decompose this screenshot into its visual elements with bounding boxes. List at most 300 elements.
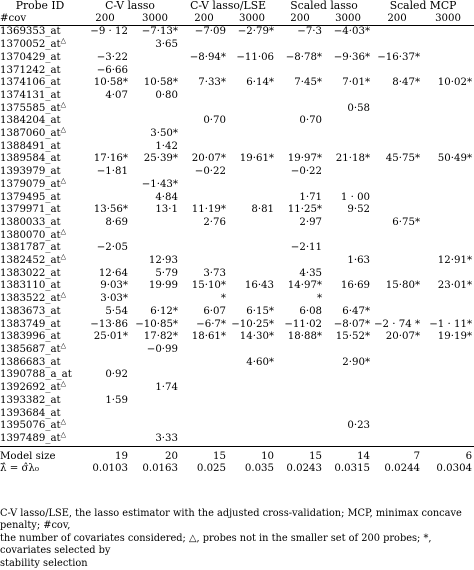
value-cell: 1·74 <box>155 382 179 394</box>
value-cell <box>228 293 276 306</box>
sigma-value: 0.0244 <box>384 463 421 475</box>
value-cell <box>180 344 228 357</box>
value-cell <box>422 408 474 421</box>
value-cell <box>228 192 276 205</box>
value-cell: 7·01* <box>342 77 371 89</box>
value-cell: 18·88* <box>287 331 323 343</box>
probe-id-cell <box>0 280 80 293</box>
value-cell: 50·49* <box>437 153 473 165</box>
probe-id-text: 1387060_at <box>0 128 61 140</box>
value-cell: −1·43* <box>141 178 179 190</box>
value-cell: 3·33 <box>155 432 179 444</box>
value-cell <box>276 344 324 357</box>
value-cell <box>324 369 372 382</box>
sigma-row <box>0 463 474 476</box>
value-cell <box>324 128 372 141</box>
value-cell <box>80 344 130 357</box>
value-cell: 19·99 <box>148 280 179 292</box>
probe-id-cell <box>0 176 80 192</box>
value-cell: * <box>316 293 323 305</box>
table-row <box>0 26 474 39</box>
sigma-value: 0.0315 <box>334 463 371 475</box>
probe-id-cell <box>0 65 80 78</box>
value-cell <box>180 357 228 370</box>
value-cell: −8·94* <box>189 51 227 63</box>
value-cell: 11·19* <box>191 204 227 216</box>
value-cell: −2·11 <box>290 242 323 254</box>
value-cell <box>422 382 474 395</box>
probe-id-text: 1383996_at <box>0 331 61 343</box>
probe-id-text: 1390788_a_at <box>0 369 72 381</box>
value-cell <box>372 306 422 319</box>
value-cell: 1·63 <box>347 255 371 267</box>
table-row <box>0 319 474 332</box>
probe-id-cell <box>0 242 80 255</box>
value-cell <box>372 39 422 52</box>
value-cell: −2·05 <box>96 242 128 254</box>
value-cell <box>180 433 228 446</box>
value-cell <box>324 217 372 230</box>
value-cell <box>422 230 474 243</box>
value-cell <box>372 255 422 268</box>
value-cell: 8·69 <box>105 216 128 228</box>
value-cell: 6·47* <box>342 305 371 317</box>
value-cell: 16·43 <box>244 280 275 292</box>
model-size-value: 15 <box>213 450 227 462</box>
value-cell <box>276 255 324 268</box>
value-cell <box>276 128 324 141</box>
probe-id-cell <box>0 417 80 433</box>
value-cell <box>372 382 422 395</box>
value-cell: 0·70 <box>203 115 227 127</box>
value-cell: −8·07* <box>333 318 371 330</box>
triangle-marker: △ <box>60 379 67 388</box>
probe-id-cell <box>0 26 80 39</box>
probe-id-text: 1383673_at <box>0 305 61 317</box>
probe-id-cell <box>0 153 80 166</box>
value-cell <box>180 242 228 255</box>
value-cell <box>228 128 276 141</box>
value-cell <box>372 179 422 192</box>
value-cell <box>180 369 228 382</box>
table-row <box>0 39 474 52</box>
value-cell <box>324 382 372 395</box>
sigma-value: 0.0304 <box>436 463 473 475</box>
value-cell <box>180 395 228 408</box>
value-cell: 6·14* <box>246 77 275 89</box>
value-cell <box>324 141 372 154</box>
value-cell <box>372 242 422 255</box>
value-cell: 6·75* <box>392 216 421 228</box>
table-row <box>0 192 474 205</box>
value-cell <box>276 179 324 192</box>
table-row <box>0 382 474 395</box>
table-row <box>0 331 474 344</box>
value-cell <box>422 369 474 382</box>
value-cell <box>422 128 474 141</box>
value-cell: 3·73 <box>203 267 227 279</box>
triangle-marker: △ <box>60 290 67 299</box>
cov-value: 200 <box>194 12 214 24</box>
cov-value: 3000 <box>142 12 168 24</box>
value-cell <box>80 128 130 141</box>
value-cell <box>130 293 180 306</box>
triangle-marker: △ <box>60 341 67 350</box>
table-row <box>0 242 474 255</box>
value-cell <box>228 420 276 433</box>
probe-id-text: 1380033_at <box>0 216 61 228</box>
probe-id-text: 1370429_at <box>0 51 61 63</box>
value-cell <box>422 242 474 255</box>
value-cell <box>180 382 228 395</box>
table-row <box>0 153 474 166</box>
probe-id-cell <box>0 52 80 65</box>
value-cell <box>180 420 228 433</box>
value-cell: 1·59 <box>105 394 128 406</box>
probe-id-cell <box>0 379 80 395</box>
value-cell <box>276 369 324 382</box>
value-cell <box>228 115 276 128</box>
table-row <box>0 420 474 433</box>
value-cell <box>130 115 180 128</box>
value-cell <box>422 115 474 128</box>
value-cell <box>276 230 324 243</box>
value-cell: 13·56* <box>93 204 128 216</box>
probe-id-text: 1397489_at <box>0 432 61 444</box>
table-row <box>0 65 474 78</box>
value-cell <box>422 420 474 433</box>
value-cell <box>228 242 276 255</box>
value-cell <box>130 217 180 230</box>
value-cell: 19·61* <box>239 153 275 165</box>
value-cell <box>80 408 130 421</box>
value-cell: 14·97* <box>287 280 323 292</box>
value-cell <box>324 166 372 179</box>
triangle-marker: △ <box>60 125 67 134</box>
value-cell <box>228 408 276 421</box>
value-cell <box>276 408 324 421</box>
value-cell: −9 · 12 <box>90 26 128 38</box>
value-cell <box>372 369 422 382</box>
probe-id-text: 1369353_at <box>0 26 61 38</box>
value-cell: 12·64 <box>98 267 128 279</box>
value-cell: −2 · 74 * <box>374 318 421 330</box>
value-cell: −10·85* <box>135 318 179 330</box>
value-cell <box>130 230 180 243</box>
model-size-row <box>0 451 474 464</box>
value-cell: 1 · 00 <box>340 191 371 203</box>
triangle-marker: △ <box>60 227 67 236</box>
group-header-scaled-mcp: Scaled MCP <box>389 0 457 12</box>
value-cell: 4·07 <box>105 89 128 101</box>
value-cell: 6·07 <box>203 305 227 317</box>
probe-id-text: 1392692_at <box>0 382 61 394</box>
model-size-value: 7 <box>413 450 421 462</box>
value-cell: 20·07* <box>385 331 421 343</box>
probe-id-text: 1375585_at <box>0 102 61 114</box>
probe-id-cell <box>0 125 80 141</box>
value-cell <box>180 90 228 103</box>
value-cell: −11·06 <box>236 51 275 63</box>
table-row <box>0 357 474 370</box>
value-cell <box>372 420 422 433</box>
probe-id-cell <box>0 227 80 243</box>
value-cell <box>372 141 422 154</box>
value-cell <box>276 39 324 52</box>
value-cell: 3·65 <box>155 39 179 51</box>
value-cell: 1·71 <box>299 191 323 203</box>
probe-id-cell <box>0 369 80 382</box>
cov-label: #cov <box>0 12 27 24</box>
model-size-value: 6 <box>465 450 473 462</box>
value-cell: −7·3 <box>297 26 323 38</box>
value-cell <box>372 293 422 306</box>
value-cell: −6·7* <box>196 318 227 330</box>
value-cell <box>372 433 422 446</box>
triangle-marker: △ <box>60 430 67 439</box>
table-row <box>0 395 474 408</box>
value-cell <box>180 230 228 243</box>
group-header-cv-lasso-lse: C-V lasso/LSE <box>190 0 266 12</box>
model-size-value: 20 <box>165 450 179 462</box>
sigma-value: 0.0163 <box>142 463 179 475</box>
table-row <box>0 128 474 141</box>
value-cell: 7·45* <box>294 77 323 89</box>
value-cell <box>130 103 180 116</box>
table-body <box>0 26 474 447</box>
probe-id-text: 1379079_at <box>0 178 61 190</box>
probe-id-cell <box>0 100 80 116</box>
value-cell <box>422 65 474 78</box>
value-cell: 12·93 <box>148 255 179 267</box>
value-cell: 0·92 <box>105 369 128 381</box>
probe-id-cell <box>0 408 80 421</box>
value-cell: 3·03* <box>100 293 128 305</box>
value-cell <box>80 103 130 116</box>
value-cell <box>422 357 474 370</box>
value-cell <box>130 166 180 179</box>
value-cell: 20·07* <box>191 153 227 165</box>
value-cell: −8·78* <box>285 51 323 63</box>
group-header-cv-lasso: C-V lasso <box>105 0 155 12</box>
value-cell <box>372 395 422 408</box>
value-cell <box>324 268 372 281</box>
value-cell <box>228 65 276 78</box>
value-cell: 0·23 <box>347 420 371 432</box>
value-cell <box>80 141 130 154</box>
value-cell <box>422 103 474 116</box>
value-cell: 10·58* <box>93 77 128 89</box>
value-cell <box>228 179 276 192</box>
value-cell: 16·69 <box>340 280 371 292</box>
probe-id-text: 1393684_at <box>0 407 61 419</box>
value-cell: 23·01* <box>437 280 473 292</box>
value-cell <box>422 39 474 52</box>
value-cell <box>228 141 276 154</box>
model-size-value: 15 <box>309 450 323 462</box>
value-cell <box>80 433 130 446</box>
probe-id-text: 1389584_at <box>0 153 61 165</box>
value-cell <box>80 179 130 192</box>
value-cell: 2·97 <box>299 216 323 228</box>
value-cell <box>276 65 324 78</box>
probe-id-text: 1395076_at <box>0 420 61 432</box>
value-cell <box>422 192 474 205</box>
value-cell: 15·80* <box>385 280 421 292</box>
value-cell <box>276 90 324 103</box>
value-cell <box>276 382 324 395</box>
probe-id-cell <box>0 141 80 154</box>
table-row <box>0 52 474 65</box>
table-row <box>0 230 474 243</box>
value-cell <box>180 103 228 116</box>
value-cell <box>276 357 324 370</box>
value-cell <box>324 90 372 103</box>
table-row <box>0 306 474 319</box>
table-row <box>0 115 474 128</box>
value-cell <box>228 103 276 116</box>
table-row <box>0 90 474 103</box>
value-cell: −1 · 11* <box>429 318 473 330</box>
value-cell <box>228 39 276 52</box>
value-cell: −1·81 <box>96 166 128 178</box>
value-cell: 0·80 <box>155 89 179 101</box>
model-size-value: 19 <box>115 450 128 462</box>
value-cell <box>422 293 474 306</box>
cov-value: 3000 <box>435 12 462 24</box>
probe-id-text: 1374106_at <box>0 77 61 89</box>
value-cell <box>324 344 372 357</box>
value-cell: 2·76 <box>203 216 227 228</box>
footnote-line: C-V lasso/LSE, the lasso estimator with the adjusted cross-validation; MCP, minimax concave penalty; #cov, <box>0 508 462 532</box>
value-cell <box>372 90 422 103</box>
probe-id-text: 1383749_at <box>0 318 61 330</box>
value-cell: 17·16* <box>93 153 128 165</box>
cov-value: 3000 <box>335 12 361 24</box>
value-cell: −13·86 <box>90 318 128 330</box>
value-cell <box>228 382 276 395</box>
cov-header-row <box>0 13 474 26</box>
value-cell <box>372 103 422 116</box>
value-cell: 11·25* <box>287 204 323 216</box>
value-cell <box>276 433 324 446</box>
probe-id-text: 1383110_at <box>0 280 61 292</box>
probe-id-text: 1381787_at <box>0 242 61 254</box>
value-cell: 9·52 <box>347 204 371 216</box>
probe-id-cell <box>0 252 80 268</box>
value-cell <box>180 128 228 141</box>
value-cell <box>324 230 372 243</box>
value-cell <box>422 344 474 357</box>
value-cell <box>422 141 474 154</box>
value-cell <box>324 242 372 255</box>
probe-id-header: Probe ID <box>15 0 65 12</box>
cov-value: 200 <box>387 12 407 24</box>
value-cell: 21·18* <box>335 153 371 165</box>
value-cell <box>228 90 276 103</box>
value-cell <box>324 115 372 128</box>
probe-id-text: 1386683_at <box>0 356 61 368</box>
triangle-marker: △ <box>60 252 67 261</box>
value-cell <box>324 293 372 306</box>
value-cell: 17·82* <box>143 331 179 343</box>
probe-id-text: 1393979_at <box>0 166 61 178</box>
sigma-value: 0.0243 <box>286 463 323 475</box>
value-cell <box>372 230 422 243</box>
value-cell <box>276 395 324 408</box>
value-cell: −7·13* <box>141 26 179 38</box>
group-header-scaled-lasso: Scaled lasso <box>290 0 358 12</box>
value-cell <box>130 408 180 421</box>
value-cell: −0·22 <box>290 166 323 178</box>
sigma-value: 0.0103 <box>92 463 128 475</box>
value-cell <box>180 39 228 52</box>
value-cell: 45·75* <box>385 153 421 165</box>
value-cell <box>324 395 372 408</box>
value-cell <box>422 433 474 446</box>
model-size-label: Model size <box>0 450 56 462</box>
probe-id-cell <box>0 357 80 370</box>
value-cell: 4·60* <box>246 356 275 368</box>
value-cell <box>422 166 474 179</box>
probe-id-cell <box>0 217 80 230</box>
value-cell: −7·09 <box>194 26 227 38</box>
probe-id-text: 1393382_at <box>0 394 61 406</box>
value-cell <box>276 103 324 116</box>
probe-id-text: 1371242_at <box>0 64 61 76</box>
value-cell: 3·50* <box>150 128 179 140</box>
value-cell: 1·42 <box>155 140 179 152</box>
table-row <box>0 103 474 116</box>
value-cell: 4·84 <box>155 191 179 203</box>
value-cell <box>80 255 130 268</box>
table-row <box>0 217 474 230</box>
table-row <box>0 408 474 421</box>
value-cell <box>372 357 422 370</box>
value-cell: 6·15* <box>246 305 275 317</box>
value-cell: −0·22 <box>194 166 227 178</box>
value-cell: 15·10* <box>191 280 227 292</box>
probe-id-text: 1383522_at <box>0 293 61 305</box>
probe-id-cell <box>0 319 80 332</box>
value-cell <box>80 39 130 52</box>
value-cell <box>422 395 474 408</box>
value-cell <box>276 141 324 154</box>
value-cell: 5·79 <box>155 267 179 279</box>
probe-id-cell <box>0 290 80 306</box>
value-cell: 18·61* <box>191 331 227 343</box>
value-cell <box>372 128 422 141</box>
table-row <box>0 268 474 281</box>
triangle-marker: △ <box>60 176 67 185</box>
value-cell: 19·19* <box>437 331 473 343</box>
value-cell <box>80 382 130 395</box>
table-row <box>0 369 474 382</box>
probe-id-text: 1388491_at <box>0 140 61 152</box>
value-cell: 12·91* <box>437 255 473 267</box>
value-cell <box>276 420 324 433</box>
probe-id-cell <box>0 331 80 344</box>
value-cell: −9·36* <box>333 51 371 63</box>
value-cell <box>80 192 130 205</box>
probe-id-cell <box>0 192 80 205</box>
value-cell <box>422 52 474 65</box>
value-cell <box>130 65 180 78</box>
value-cell <box>324 408 372 421</box>
value-cell <box>324 433 372 446</box>
value-cell <box>180 192 228 205</box>
value-cell: 14·30* <box>239 331 275 343</box>
